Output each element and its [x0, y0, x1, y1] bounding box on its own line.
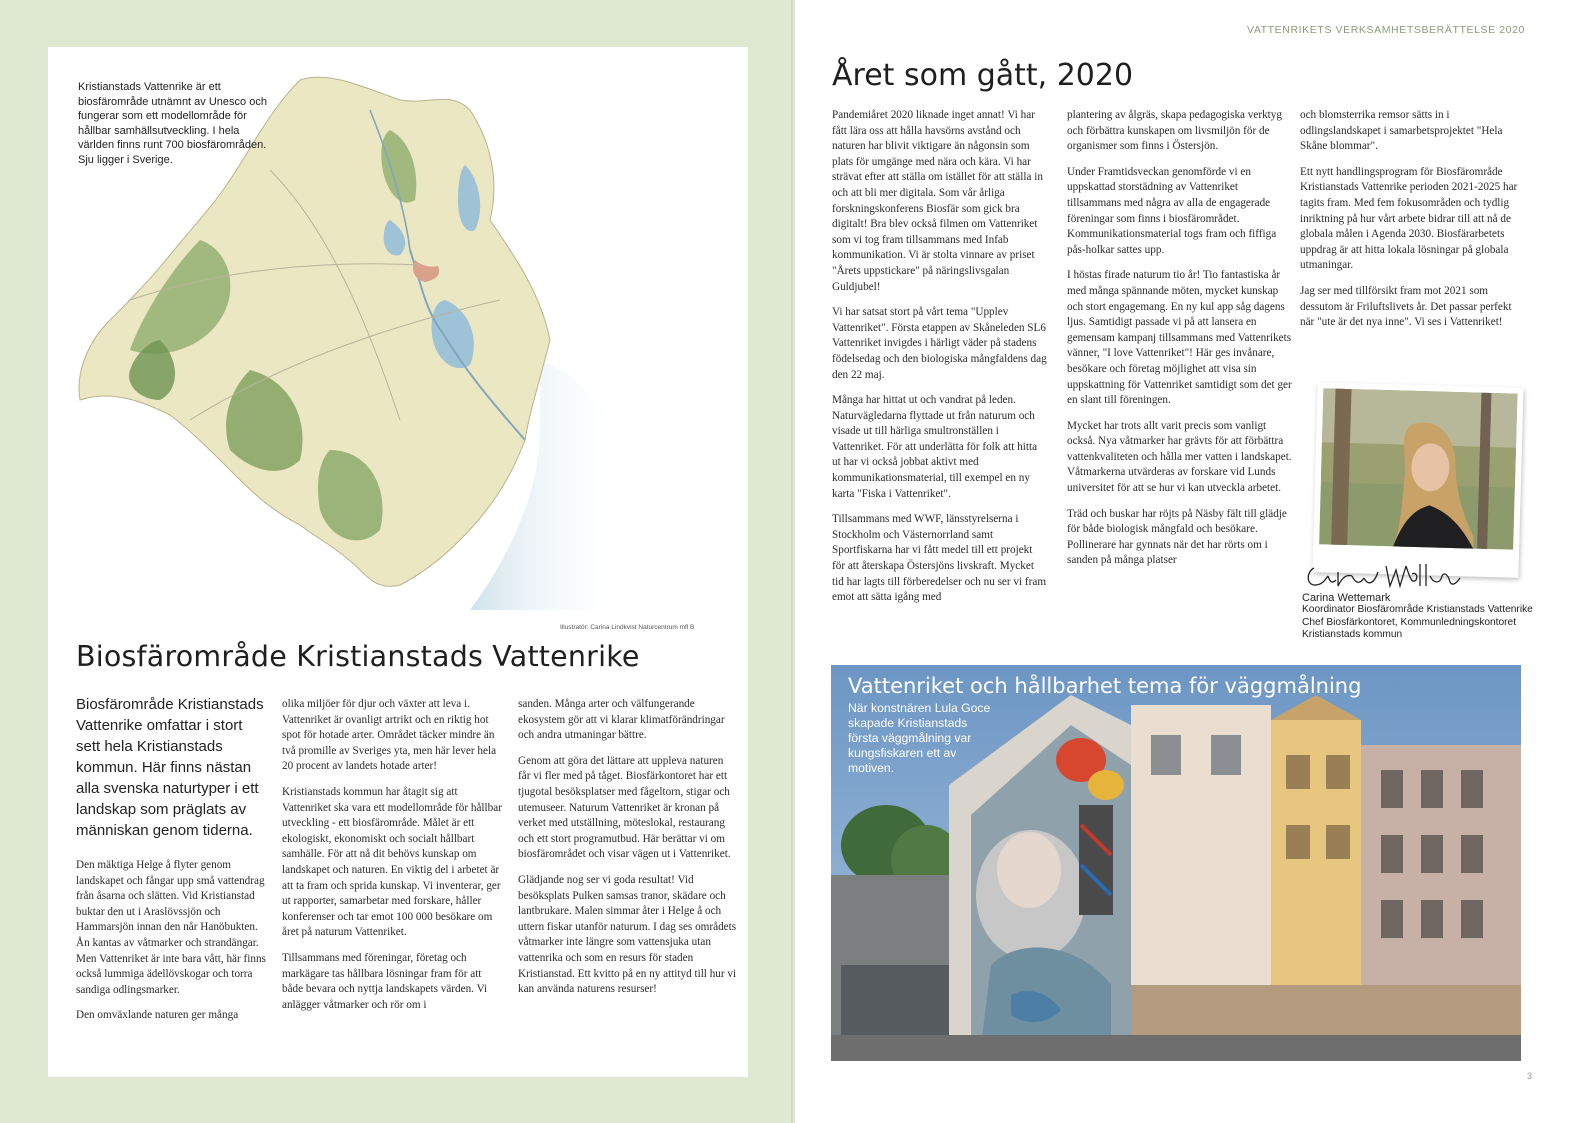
left-column-1: [76, 858, 271, 1034]
paragraph: Kristianstads kommun har åtagit sig att Vattenriket ska vara ett modellområde för hållbar utveckling - ett biosfärområde. Målet är ett ekologiskt, ekonomiskt och socialt hållbart samhälle. För att nå dit behövs kunskap om landskapet och naturen. En viktig del i arbetet är att ta fram och sprida kunskap. Vi inventerar, ger ut rapporter, samarbetar med forskare, håller konferenser och tar emot 100 000 besökare om året på naturum Vattenriket.: [282, 785, 502, 939]
paragraph: Mycket har trots allt varit precis som vanligt också. Nya våtmarker har grävts för att förbättra vattenkvaliteten och hålla mer vatten i landskapet. Våtmarkerna utvärderas av forskare vid Lunds universitet för att se hur vi kan utveckla arbetet.: [1067, 419, 1292, 495]
paragraph: olika miljöer för djur och växter att leva i. Vattenriket är ovanligt artrikt och en riktig hot spot för hotade arter. Området täcker mindre än två promille av Sveriges yta, men här lever hela 20 procent av landets hotade arter!: [282, 698, 497, 773]
paragraph: Glädjande nog ser vi goda resultat! Vid besöksplats Pulken samsas tranor, skädare och lantbrukare. Malen simmar åter i Helge å och uttern fiskar utanför naturum. I dag ses områdets våtmarker inte längre som vattensjuka utan vattenrika och som en resurs för staden Kristianstad. Ett kvitto på en ny attityd till hur vi kan använda naturens resurser!: [518, 873, 737, 996]
signature-title-2: Chef Biosfärkontoret, Kommunledningskontoret: [1302, 616, 1517, 628]
left-page-title: Biosfärområde Kristianstads Vattenrike: [76, 640, 640, 673]
paragraph: Vi har satsat stort på vårt tema "Upplev Vattenriket". Första etappen av Skåneleden SL6 Vattenriket invigdes i härligt väder på stadens födelsedag och den biologiska mångfaldens dag den 22 maj.: [832, 306, 1047, 381]
right-column-1: [832, 108, 1047, 616]
paragraph: Den mäktiga Helge å flyter genom landskapet och fångar upp små vattendrag från åsarna och slätten. Vid Kristianstad buktar den ut i Araslövssjön och Hammarsjön innan den når Hanöbukten. Ån kantas av våtmarker och strandängar. Men Vattenriket är inte bara vått, här finns också lummiga ädellövskogar och torra sandiga odlingsmarker.: [76, 859, 266, 996]
right-column-3: [1300, 108, 1525, 341]
spine: [791, 0, 795, 1123]
right-page-title: Året som gått, 2020: [832, 58, 1134, 93]
paragraph: Pandemiåret 2020 liknade inget annat! Vi har fått lära oss att hålla havsörns avstånd och naturen har blivit viktigare än någonsin som plats för umgänge med nära och kära. Vi har strävat efter att ställa om istället för att ställa in och att bli mer digitala. Som vår årliga forskningskonferens Biosfär som gick bra digitalt! Bra blev också filmen om Vattenriket som vi tog fram tillsammans med Infab kommunikation. Vi är stolta vinnare av priset "Årets uppstickare" på näringslivsgalan Guldjubel!: [832, 109, 1043, 293]
paragraph: Jag ser med tillförsikt fram mot 2021 som dessutom är Friluftslivets år. Det passar perfekt när "ute är det nya inne". Vi ses i Vattenriket!: [1300, 284, 1512, 329]
left-column-3: [518, 697, 738, 1008]
left-column-2: [282, 697, 502, 1023]
paragraph: Många har hittat ut och vandrat på leden. Naturvägledarna flyttade ut från naturum och visade ut till härliga smultronställen i Vattenriket. För att underlätta för folk att hitta ut har vi också jobbat aktivt med kommunikationsmaterial, till exempel en ny karta "Fiska i Vattenriket".: [832, 394, 1038, 500]
signature-name: Carina Wettemark: [1302, 592, 1391, 604]
signature-block: [1302, 592, 1533, 642]
paragraph: Under Framtidsveckan genomförde vi en uppskattad storstädning av Vattenriket tillsammans med några av alla de engagerade föreningar som finns i biosfärområdet. Kommunikationsmaterial togs fram och fiffiga pås-holkar sattes upp.: [1067, 165, 1277, 256]
left-lead-paragraph: Biosfärområde Kristianstads Vattenrike omfattar i stort sett hela Kristianstads kommun. Här finns nästan alla svenska naturtyper i ett landskap som präglats av människan genom tiderna.: [76, 696, 264, 839]
paragraph: och blomsterrika remsor sätts in i odlingslandskapet i samarbetsprojektet "Hela Skåne blommar".: [1300, 109, 1503, 153]
signature-title-1: Koordinator Biosfärområde Kristianstads Vattenrike: [1302, 604, 1533, 616]
mural-title: Vattenriket och hållbarhet tema för väggmålning: [848, 674, 1362, 698]
paragraph: Tillsammans med föreningar, företag och markägare tas hållbara lösningar fram för att både bevara och nyttja landskapets värden. Vi anlägger våtmarker och rör om i: [282, 951, 488, 1011]
handwritten-signature: [1302, 558, 1467, 592]
mural-caption: När konstnären Lula Goce skapade Kristianstads första väggmålning var kungsfiskaren ett av motiven.: [848, 701, 991, 775]
right-column-2: [1067, 108, 1292, 579]
paragraph: Den omväxlande naturen ger många: [76, 1009, 239, 1022]
paragraph: Genom att göra det lättare att uppleva naturen får vi fler med på tåget. Biosfärkontoret har ett tjugotal besöksplatser med fågeltorn, stigar och utemuseer. Naturum Vattenriket är kronan på verket med utställning, möteslokal, restaurang och ett stort programutbud. Här berättar vi om biosfärområdet och visar vägen ut i Vattenriket.: [518, 754, 731, 861]
paragraph: Tillsammans med WWF, länsstyrelserna i Stockholm och Västernorrland samt Sportfiskarna har vi fått medel till ett projekt för att återskapa Östersjöns livskraft. Mycket tid har lagts till förberedelser och nu ser vi fram emot att sätta igång med: [832, 513, 1047, 604]
map-intro-text: Kristianstads Vattenrike är ett biosfärområde utnämnt av Unesco och fungerar som ett modellområde för hållbar samhällsutveckling. I hela världen finns runt 700 biosfärområden. Sju ligger i Sverige.: [78, 81, 267, 166]
illustration-credit: Illustratör: Carina Lindkvist Naturcentrum mfl B: [560, 624, 695, 631]
page-number: 3: [1527, 1071, 1533, 1081]
paragraph: I höstas firade naturum tio år! Tio fantastiska år med många spännande möten, mycket kunskap och stort engagemang. En ny kul app såg dagens ljus. Samtidigt passade vi på att lansera en gemensam kampanj tillsammans med Vattenrikets vänner, "I love Vattenriket"! Här ges invånare, besökare och företag möjlighet att visa sin uppskattning för Vattenriket samtidigt som det ger en slant till föreningen.: [1067, 269, 1292, 407]
paragraph: Träd och buskar har röjts på Näsby fält till glädje för både biologisk mångfald och besökare. Pollinerare har gynnats när det har rörts om i sanden på många platser: [1067, 507, 1287, 567]
running-head: VATTENRIKETS VERKSAMHETSBERÄTTELSE 2020: [1247, 24, 1525, 36]
paragraph: Ett nytt handlingsprogram för Biosfärområde Kristianstads Vattenrike perioden 2021-2025 har tagits fram. Med fem fokusområden och tydlig inriktning på hur vårt arbete bidrar till att nå de globala målen i Agenda 2030. Biosfärarbetets uppdrag är att hitta lokala lösningar på globala utmaningar.: [1300, 165, 1518, 272]
portrait-photo: [1312, 382, 1523, 578]
paragraph: sanden. Många arter och välfungerande ekosystem gör att vi klarar klimatförändringar och andra utmaningar bättre.: [518, 698, 725, 742]
paragraph: plantering av ålgräs, skapa pedagogiska verktyg och förbättra kunskapen om livsmiljön för de organismer som finns i Östersjön.: [1067, 109, 1282, 153]
signature-title-3: Kristianstads kommun: [1302, 629, 1403, 641]
